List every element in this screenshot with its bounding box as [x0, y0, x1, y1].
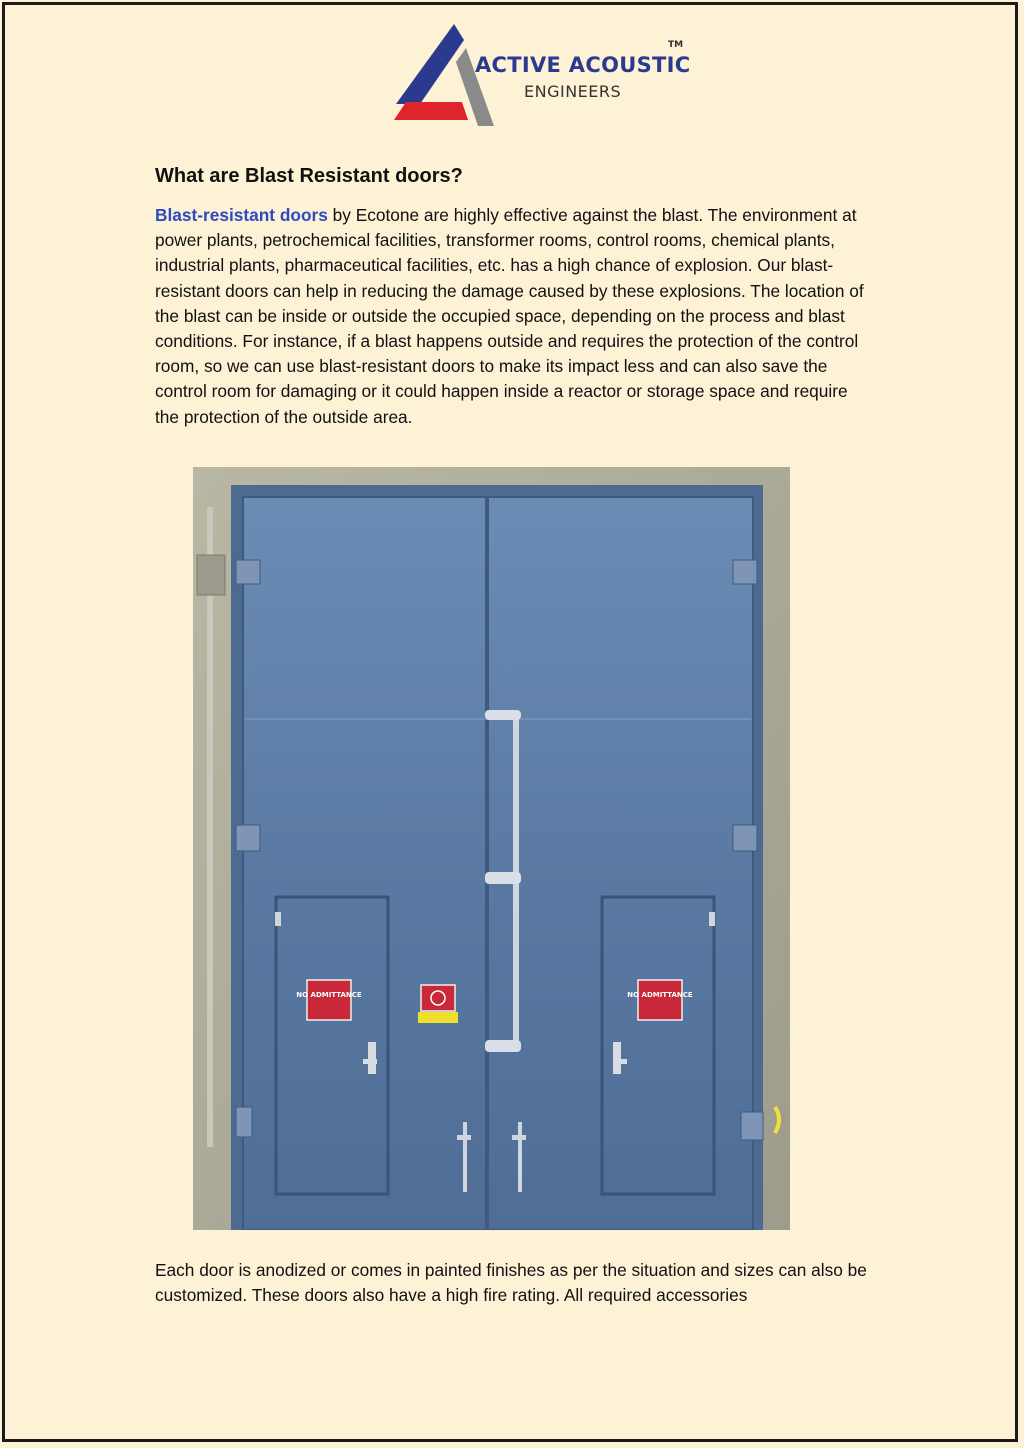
- closing-paragraph: Each door is anodized or comes in painted finishes as per the situation and sizes can also be customized. These doors also have a high fire rating. All required accessories: [155, 1260, 867, 1306]
- warning-sign-center: [418, 985, 458, 1023]
- blast-door-photo: [193, 467, 790, 1230]
- logo-brand-sub: ENGINEERS: [524, 82, 622, 101]
- svg-text:NO ADMITTANCE: NO ADMITTANCE: [627, 991, 693, 999]
- logo-trademark: TM: [668, 40, 684, 50]
- svg-text:NO ADMITTANCE: NO ADMITTANCE: [296, 991, 362, 999]
- intro-paragraph: [155, 203, 875, 430]
- article-heading: What are Blast Resistant doors?: [155, 165, 463, 187]
- blast-resistant-doors-link[interactable]: Blast-resistant doors: [155, 205, 328, 225]
- logo-mark-icon: [392, 22, 692, 132]
- logo-brand-name: ACTIVE ACOUSTIC: [475, 53, 691, 77]
- intro-paragraph-text: by Ecotone are highly effective against the blast. The environment at power plants, petrochemical facilities, transformer rooms, control rooms, chemical plants, industrial plants, pharmaceutical facilities, etc. has a high chance of explosion. Our blast-resistant doors can help in reducing the damage caused by these explosions. The location of the blast can be inside or outside the occupied space, depending on the process and blast conditions. For instance, if a blast happens outside and requires the protection of the control room, so we can use blast-resistant doors to make its impact less and can also save the control room for damaging or it could happen inside a reactor or storage space and require the protection of the outside area.: [155, 205, 864, 427]
